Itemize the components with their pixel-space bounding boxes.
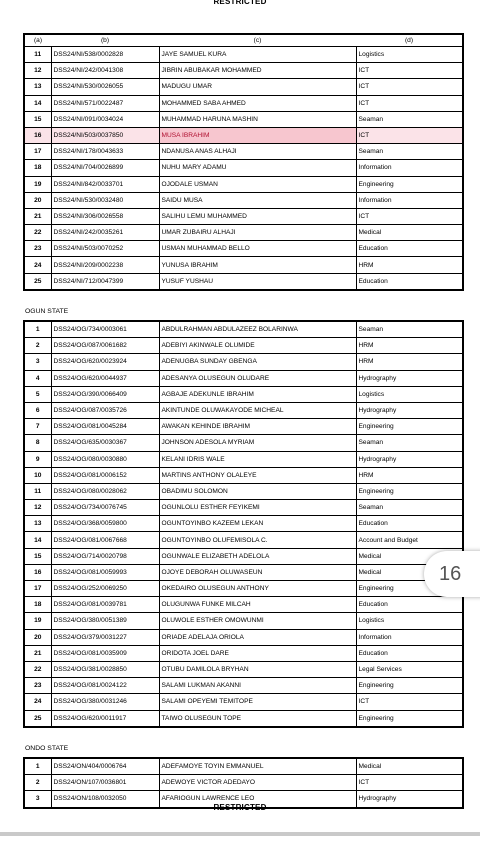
column-header-c: (c) (253, 37, 262, 44)
service-id-cell: DSS24/NI/503/0037850 (51, 127, 159, 143)
department-cell: Medical (356, 564, 463, 580)
full-name-cell: MOHAMMED SABA AHMED (159, 95, 356, 111)
service-id-cell: DSS24/OG/380/0031246 (51, 694, 159, 710)
full-name-cell: OKEDAIRO OLUSEGUN ANTHONY (159, 581, 356, 597)
serial-number-cell: 2 (24, 338, 51, 354)
department-cell: Engineering (356, 581, 463, 597)
page-number-badge[interactable]: 16 (424, 551, 480, 597)
department-cell: ICT (356, 208, 463, 224)
full-name-cell: OGUNTOYINBO KAZEEM LEKAN (159, 516, 356, 532)
service-id-cell: DSS24/NI/842/0033701 (51, 176, 159, 192)
full-name-cell: MADUGU UMAR (159, 79, 356, 95)
full-name-cell: AWAKAN KEHINDE IBRAHIM (159, 419, 356, 435)
serial-number-cell: 23 (24, 678, 51, 694)
table-row (24, 127, 463, 143)
scroll-bottom-bar (0, 832, 480, 836)
department-cell: Education (356, 241, 463, 257)
serial-number-cell: 3 (24, 354, 51, 370)
department-cell: Seaman (356, 435, 463, 451)
table-row (24, 95, 463, 111)
table-row (24, 597, 463, 613)
serial-number-cell: 18 (24, 160, 51, 176)
serial-number-cell: 17 (24, 581, 51, 597)
service-id-cell: DSS24/OG/734/0003061 (51, 321, 159, 338)
full-name-cell: UMAR ZUBAIRU ALHAJI (159, 225, 356, 241)
service-id-cell: DSS24/OG/620/0011917 (51, 710, 159, 727)
service-id-cell: DSS24/NI/242/0035261 (51, 225, 159, 241)
full-name-cell: YUSUF YUSHAU (159, 273, 356, 290)
full-name-cell: SALIHU LEMU MUHAMMED (159, 208, 356, 224)
serial-number-cell: 8 (24, 435, 51, 451)
serial-number-cell: 11 (24, 483, 51, 499)
full-name-cell: JAYE SAMUEL KURA (159, 47, 356, 63)
service-id-cell: DSS24/OG/714/0020798 (51, 548, 159, 564)
service-id-cell: DSS24/OG/252/0069250 (51, 581, 159, 597)
table-row (24, 758, 463, 775)
serial-number-cell: 5 (24, 386, 51, 402)
full-name-cell: OTUBU DAMILOLA BRYHAN (159, 661, 356, 677)
serial-number-cell: 11 (24, 47, 51, 63)
full-name-cell: SALAMI LUKMAN AKANNI (159, 678, 356, 694)
service-id-cell: DSS24/NI/306/0026558 (51, 208, 159, 224)
department-cell: Hydrography (356, 791, 463, 808)
restricted-header: RESTRICTED (213, 0, 267, 6)
department-cell: Logistics (356, 613, 463, 629)
service-id-cell: DSS24/OG/087/0061682 (51, 338, 159, 354)
state-title-ogun: OGUN STATE (25, 308, 69, 315)
service-id-cell: DSS24/OG/081/0039781 (51, 597, 159, 613)
department-cell: Engineering (356, 678, 463, 694)
full-name-cell: AKINTUNDE OLUWAKAYODE MICHEAL (159, 402, 356, 418)
table-row (24, 176, 463, 192)
table-row (24, 775, 463, 791)
department-cell: Hydrography (356, 402, 463, 418)
table-row (24, 208, 463, 224)
serial-number-cell: 3 (24, 791, 51, 808)
table-row (24, 581, 463, 597)
table-row (24, 694, 463, 710)
serial-number-cell: 19 (24, 176, 51, 192)
table-row (24, 354, 463, 370)
department-cell: Medical (356, 225, 463, 241)
full-name-cell: USMAN MUHAMMAD BELLO (159, 241, 356, 257)
department-cell: HRM (356, 354, 463, 370)
serial-number-cell: 20 (24, 192, 51, 208)
department-cell: Engineering (356, 176, 463, 192)
department-cell: Engineering (356, 419, 463, 435)
full-name-cell: OLUWOLE ESTHER OMOWUNMI (159, 613, 356, 629)
service-id-cell: DSS24/ON/404/0006764 (51, 758, 159, 775)
full-name-cell: OGUNWALE ELIZABETH ADELOLA (159, 548, 356, 564)
table-row (24, 321, 463, 338)
serial-number-cell: 22 (24, 661, 51, 677)
table-row (24, 661, 463, 677)
serial-number-cell: 20 (24, 629, 51, 645)
serial-number-cell: 25 (24, 710, 51, 727)
full-name-cell: TAIWO OLUSEGUN TOPE (159, 710, 356, 727)
table-row (24, 402, 463, 418)
table-row (24, 500, 463, 516)
full-name-cell: ADEFAMOYE TOYIN EMMANUEL (159, 758, 356, 775)
department-cell: Account and Budget (356, 532, 463, 548)
serial-number-cell: 7 (24, 419, 51, 435)
table-row (24, 370, 463, 386)
roster-table-ogun (23, 320, 464, 728)
table-row (24, 629, 463, 645)
table-row (24, 419, 463, 435)
table-row (24, 111, 463, 127)
serial-number-cell: 1 (24, 321, 51, 338)
full-name-cell: JOHNSON ADESOLA MYRIAM (159, 435, 356, 451)
serial-number-cell: 19 (24, 613, 51, 629)
service-id-cell: DSS24/ON/108/0032050 (51, 791, 159, 808)
full-name-cell: OJOYE DEBORAH OLUWASEUN (159, 564, 356, 580)
table-row (24, 467, 463, 483)
service-id-cell: DSS24/OG/379/0031227 (51, 629, 159, 645)
full-name-cell: SALAMI OPEYEMI TEMITOPE (159, 694, 356, 710)
department-cell: ICT (356, 95, 463, 111)
serial-number-cell: 10 (24, 467, 51, 483)
full-name-cell: YUNUSA IBRAHIM (159, 257, 356, 273)
serial-number-cell: 13 (24, 79, 51, 95)
department-cell: Information (356, 629, 463, 645)
full-name-cell: MARTINS ANTHONY OLALEYE (159, 467, 356, 483)
table-row (24, 63, 463, 79)
table-row (24, 160, 463, 176)
department-cell: Education (356, 597, 463, 613)
serial-number-cell: 4 (24, 370, 51, 386)
table-row (24, 613, 463, 629)
serial-number-cell: 14 (24, 95, 51, 111)
serial-number-cell: 9 (24, 451, 51, 467)
department-cell: ICT (356, 127, 463, 143)
table-row (24, 710, 463, 727)
department-cell: Logistics (356, 47, 463, 63)
serial-number-cell: 16 (24, 127, 51, 143)
serial-number-cell: 2 (24, 775, 51, 791)
full-name-cell: ABDULRAHMAN ABDULAZEEZ BOLARINWA (159, 321, 356, 338)
service-id-cell: DSS24/NI/530/0032480 (51, 192, 159, 208)
column-header-b: (b) (100, 37, 110, 44)
service-id-cell: DSS24/NI/538/0002828 (51, 47, 159, 63)
serial-number-cell: 12 (24, 500, 51, 516)
full-name-cell: ORIADE ADELAJA ORIOLA (159, 629, 356, 645)
department-cell: Logistics (356, 386, 463, 402)
table-row (24, 144, 463, 160)
service-id-cell: DSS24/OG/734/0076745 (51, 500, 159, 516)
department-cell: Education (356, 645, 463, 661)
column-header-d: (d) (404, 37, 414, 44)
service-id-cell: DSS24/NI/091/0034024 (51, 111, 159, 127)
service-id-cell: DSS24/OG/081/0006152 (51, 467, 159, 483)
department-cell: ICT (356, 63, 463, 79)
department-cell: HRM (356, 467, 463, 483)
full-name-cell: OGUNTOYINBO OLUFEMISOLA C. (159, 532, 356, 548)
service-id-cell: DSS24/OG/620/0023924 (51, 354, 159, 370)
full-name-cell: ADENUGBA SUNDAY GBENGA (159, 354, 356, 370)
table-row (24, 645, 463, 661)
service-id-cell: DSS24/NI/571/0022487 (51, 95, 159, 111)
department-cell: Information (356, 192, 463, 208)
service-id-cell: DSS24/OG/081/0035909 (51, 645, 159, 661)
table-row (24, 548, 463, 564)
department-cell: Engineering (356, 483, 463, 499)
department-cell: Medical (356, 758, 463, 775)
service-id-cell: DSS24/OG/080/0028062 (51, 483, 159, 499)
serial-number-cell: 6 (24, 402, 51, 418)
full-name-cell: OBADIMU SOLOMON (159, 483, 356, 499)
table-row (24, 225, 463, 241)
serial-number-cell: 22 (24, 225, 51, 241)
table-row (24, 257, 463, 273)
service-id-cell: DSS24/OG/081/0059993 (51, 564, 159, 580)
table-row (24, 386, 463, 402)
service-id-cell: DSS24/OG/368/0059800 (51, 516, 159, 532)
service-id-cell: DSS24/NI/178/0043633 (51, 144, 159, 160)
full-name-cell: NDANUSA ANAS ALHAJI (159, 144, 356, 160)
full-name-cell: OJODALE USMAN (159, 176, 356, 192)
table-row (24, 338, 463, 354)
serial-number-cell: 17 (24, 144, 51, 160)
full-name-cell: MUSA IBRAHIM (159, 127, 356, 143)
table-row (24, 564, 463, 580)
serial-number-cell: 13 (24, 516, 51, 532)
department-cell: Hydrography (356, 451, 463, 467)
department-cell: HRM (356, 338, 463, 354)
serial-number-cell: 12 (24, 63, 51, 79)
full-name-cell: OGUNLOLU ESTHER FEYIKEMI (159, 500, 356, 516)
department-cell: Hydrography (356, 370, 463, 386)
serial-number-cell: 1 (24, 758, 51, 775)
table-row (24, 273, 463, 290)
department-cell: Seaman (356, 144, 463, 160)
serial-number-cell: 21 (24, 645, 51, 661)
service-id-cell: DSS24/NI/530/0026055 (51, 79, 159, 95)
full-name-cell: ADEBIYI AKINWALE OLUMIDE (159, 338, 356, 354)
department-cell: Seaman (356, 500, 463, 516)
full-name-cell: ADESANYA OLUSEGUN OLUDARE (159, 370, 356, 386)
full-name-cell: KELANI IDRIS WALE (159, 451, 356, 467)
full-name-cell: AFARIOGUN LAWRENCE LEO (159, 791, 356, 808)
table-row (24, 79, 463, 95)
column-header-row (24, 34, 463, 47)
department-cell: ICT (356, 775, 463, 791)
department-cell: Engineering (356, 710, 463, 727)
service-id-cell: DSS24/NI/209/0002238 (51, 257, 159, 273)
department-cell: Medical (356, 548, 463, 564)
service-id-cell: DSS24/OG/635/0030367 (51, 435, 159, 451)
table-row (24, 678, 463, 694)
roster-table-niger (23, 33, 464, 291)
service-id-cell: DSS24/OG/080/0030880 (51, 451, 159, 467)
full-name-cell: AGBAJE ADEKUNLE IBRAHIM (159, 386, 356, 402)
table-row (24, 516, 463, 532)
service-id-cell: DSS24/OG/620/0044937 (51, 370, 159, 386)
department-cell: Legal Services (356, 661, 463, 677)
roster-table-ondo (23, 757, 464, 809)
serial-number-cell: 15 (24, 548, 51, 564)
serial-number-cell: 24 (24, 694, 51, 710)
department-cell: ICT (356, 694, 463, 710)
serial-number-cell: 23 (24, 241, 51, 257)
table-row (24, 483, 463, 499)
service-id-cell: DSS24/OG/087/0035726 (51, 402, 159, 418)
full-name-cell: ORIDOTA JOEL DARE (159, 645, 356, 661)
full-name-cell: OLUGUNWA FUNKE MILCAH (159, 597, 356, 613)
serial-number-cell: 15 (24, 111, 51, 127)
department-cell: Seaman (356, 321, 463, 338)
department-cell: Education (356, 516, 463, 532)
service-id-cell: DSS24/OG/390/0066409 (51, 386, 159, 402)
serial-number-cell: 18 (24, 597, 51, 613)
full-name-cell: NUHU MARY ADAMU (159, 160, 356, 176)
service-id-cell: DSS24/OG/081/0067668 (51, 532, 159, 548)
department-cell: ICT (356, 79, 463, 95)
serial-number-cell: 25 (24, 273, 51, 290)
service-id-cell: DSS24/OG/381/0028850 (51, 661, 159, 677)
department-cell: Seaman (356, 111, 463, 127)
service-id-cell: DSS24/OG/081/0024122 (51, 678, 159, 694)
restricted-footer: RESTRICTED (213, 803, 267, 812)
table-row (24, 532, 463, 548)
department-cell: Education (356, 273, 463, 290)
service-id-cell: DSS24/NI/503/0070252 (51, 241, 159, 257)
full-name-cell: JIBRIN ABUBAKAR MOHAMMED (159, 63, 356, 79)
serial-number-cell: 24 (24, 257, 51, 273)
full-name-cell: SAIDU MUSA (159, 192, 356, 208)
service-id-cell: DSS24/NI/712/0047399 (51, 273, 159, 290)
table-row (24, 435, 463, 451)
serial-number-cell: 14 (24, 532, 51, 548)
state-title-ondo: ONDO STATE (25, 745, 69, 752)
table-row (24, 451, 463, 467)
service-id-cell: DSS24/NI/242/0041308 (51, 63, 159, 79)
column-header-a: (a) (33, 37, 43, 44)
serial-number-cell: 16 (24, 564, 51, 580)
service-id-cell: DSS24/NI/704/0026899 (51, 160, 159, 176)
table-row (24, 47, 463, 63)
department-cell: Information (356, 160, 463, 176)
table-row (24, 192, 463, 208)
department-cell: HRM (356, 257, 463, 273)
full-name-cell: ADEWOYE VICTOR ADEDAYO (159, 775, 356, 791)
full-name-cell: MUHAMMAD HARUNA MASHIN (159, 111, 356, 127)
serial-number-cell: 21 (24, 208, 51, 224)
table-row (24, 241, 463, 257)
service-id-cell: DSS24/ON/107/0036801 (51, 775, 159, 791)
service-id-cell: DSS24/OG/081/0045284 (51, 419, 159, 435)
service-id-cell: DSS24/OG/380/0051389 (51, 613, 159, 629)
